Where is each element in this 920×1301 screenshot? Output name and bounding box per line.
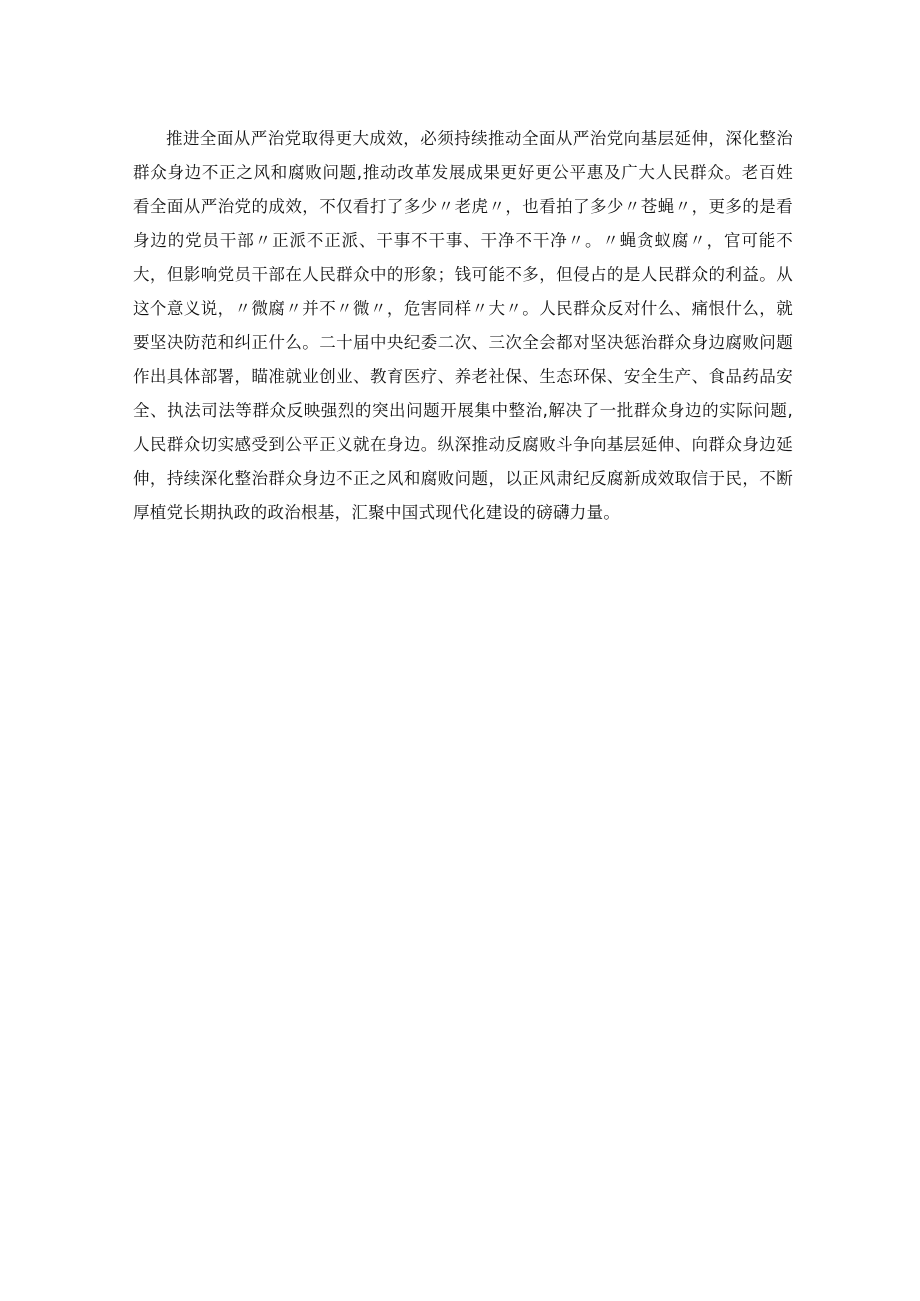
body-paragraph: 推进全面从严治党取得更大成效，必须持续推动全面从严治党向基层延伸，深化整治群众身边不正之风和腐败问题,推动改革发展成果更好更公平惠及广大人民群众。老百姓看全面从严治党的成效，不仅看打了多少〃老虎〃，也看拍了多少〃苍蝇〃，更多的是看身边的党员干部〃正派不正派、干事不干事、干净不干净〃。〃蝇贪蚁腐〃，官可能不大，但影响党员干部在人民群众中的形象；钱可能不多，但侵占的是人民群众的利益。从这个意义说，〃微腐〃并不〃微〃，危害同样〃大〃。人民群众反对什么、痛恨什么，就要坚决防范和纠正什么。二十届中央纪委二次、三次全会都对坚决惩治群众身边腐败问题作出具体部署，瞄准就业创业、教育医疗、养老社保、生态环保、安全生产、食品药品安全、执法司法等群众反映强烈的突出问题开展集中整治,解决了一批群众身边的实际问题,人民群众切实感受到公平正义就在身边。纵深推动反腐败斗争向基层延伸、向群众身边延伸，持续深化整治群众身边不正之风和腐败问题，以正风肃纪反腐新成效取信于民，不断厚植党长期执政的政治根基，汇聚中国式现代化建设的磅礴力量。 xyxy=(133,129,793,522)
